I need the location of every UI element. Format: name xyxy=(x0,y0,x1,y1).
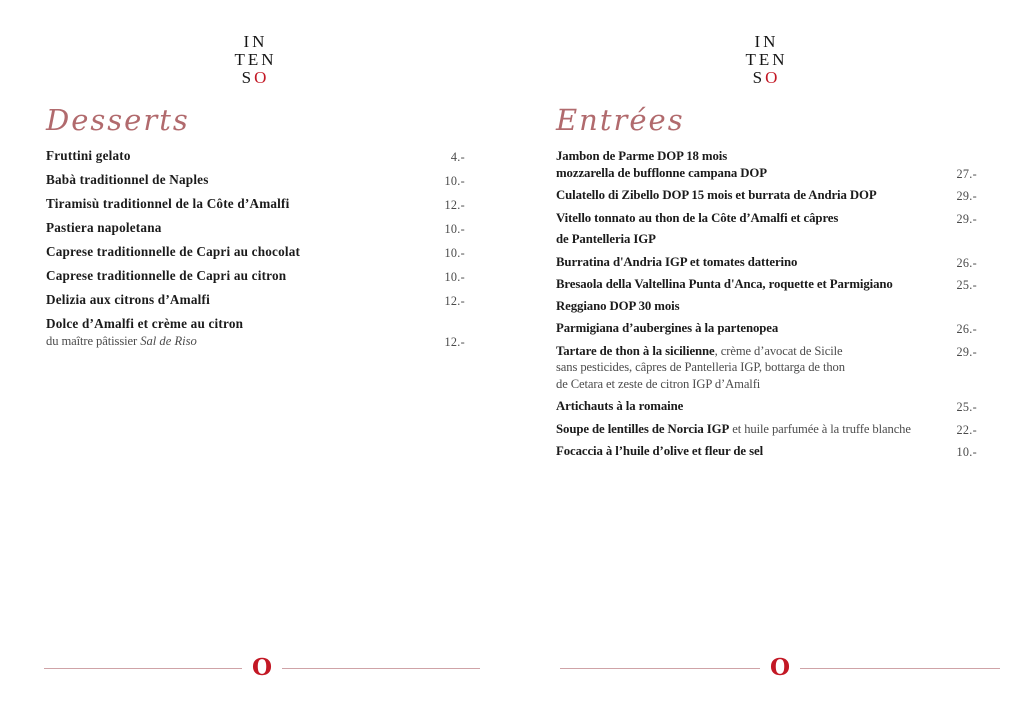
menu-item-line xyxy=(556,343,977,360)
menu-item xyxy=(46,316,465,349)
menu-item-text: Dolce d’Amalfi et crème au citron xyxy=(46,316,244,331)
menu-item-line xyxy=(556,359,977,376)
menu-item-text: Vitello tonnato au thon de la Côte d’Amalfi et câpres xyxy=(556,210,839,225)
menu-item-price: 12.- xyxy=(439,293,466,310)
menu-item-line xyxy=(46,316,465,333)
brand-logo-line: IN xyxy=(754,32,779,51)
footer-ornament xyxy=(560,655,1000,681)
menu-item-price: 29.- xyxy=(951,344,978,361)
menu-item-line xyxy=(46,220,465,237)
brand-logo-line: SO xyxy=(241,68,270,87)
menu-item-line xyxy=(556,376,977,393)
brand-logo-line: TEN xyxy=(234,50,277,69)
menu-item-price: 12.- xyxy=(439,334,466,351)
brand-logo-line: IN xyxy=(243,32,268,51)
menu-item-line xyxy=(556,443,977,460)
menu-item-line xyxy=(556,320,977,337)
menu-page-desserts xyxy=(46,0,465,357)
menu-item xyxy=(556,421,977,438)
menu-item-line xyxy=(46,268,465,285)
menu-item-text: Tiramisù traditionnel de la Côte d’Amalfi xyxy=(46,196,290,211)
menu-item-text: du maître pâtissier Sal de Riso xyxy=(46,333,197,348)
menu-item xyxy=(556,148,977,181)
brand-logo-accent: O xyxy=(765,68,781,87)
menu-item-text: Jambon de Parme DOP 18 mois xyxy=(556,149,728,163)
menu-item xyxy=(46,292,465,309)
menu-section-heading: Entrées xyxy=(556,103,685,137)
menu-item-price: 29.- xyxy=(951,188,978,205)
footer-rule xyxy=(560,668,760,669)
footer-ornament xyxy=(44,655,480,681)
menu-item xyxy=(46,244,465,261)
menu-item-price: 29.- xyxy=(951,211,978,228)
menu-item-line xyxy=(46,148,465,165)
menu-item-price: 10.- xyxy=(439,173,466,190)
menu-item xyxy=(556,443,977,460)
menu-item-line xyxy=(556,421,977,438)
menu-item-line xyxy=(556,210,977,227)
menu-item-line xyxy=(556,148,977,165)
brand-logo-line: TEN xyxy=(745,50,788,69)
menu-item-text: Tartare de thon à la sicilienne, crème d’avocat de Sicile xyxy=(556,343,843,358)
menu-item-line xyxy=(556,298,977,315)
menu-item xyxy=(46,196,465,213)
menu-section-heading: Desserts xyxy=(46,103,190,137)
menu-item xyxy=(46,148,465,165)
menu-item-price: 4.- xyxy=(445,149,465,166)
brand-logo-line: SO xyxy=(752,68,781,87)
menu-item-text: Caprese traditionnelle de Capri au citron xyxy=(46,268,287,283)
menu-item-text: Bresaola della Valtellina Punta d'Anca, roquette et Parmigiano xyxy=(556,277,893,291)
menu-item xyxy=(556,343,977,393)
menu-item-text: Delizia aux citrons d’Amalfi xyxy=(46,292,210,307)
footer-rule xyxy=(44,668,242,669)
menu-item-text: Babà traditionnel de Naples xyxy=(46,172,209,187)
menu-item-line xyxy=(556,187,977,204)
menu-item-line xyxy=(46,172,465,189)
menu-item-line xyxy=(556,398,977,415)
menu-item xyxy=(46,268,465,285)
brand-logo xyxy=(556,0,977,87)
menu-item-line xyxy=(46,244,465,261)
menu-item-text: Pastiera napoletana xyxy=(46,220,162,235)
menu-item xyxy=(556,276,977,314)
menu-item-text: mozzarella de bufflonne campana DOP xyxy=(556,165,767,180)
menu-item-text: Parmigiana d’aubergines à la partenopea xyxy=(556,321,779,335)
menu-page-entrees xyxy=(556,0,977,466)
menu-item xyxy=(556,398,977,415)
brand-logo xyxy=(46,0,465,87)
menu-item-line xyxy=(556,165,977,182)
menu-item xyxy=(556,320,977,337)
ornament-o: O xyxy=(251,654,273,681)
menu-item-text: Culatello di Zibello DOP 15 mois et burrata de Andria DOP xyxy=(556,188,877,202)
menu-item xyxy=(556,254,977,271)
menu-item-price: 25.- xyxy=(951,399,978,416)
menu-items xyxy=(556,148,977,460)
menu-item-text: Reggiano DOP 30 mois xyxy=(556,298,680,313)
menu-item-price: 26.- xyxy=(951,255,978,272)
menu-item-price: 12.- xyxy=(439,197,466,214)
menu-item-text: Soupe de lentilles de Norcia IGP et huile parfumée à la truffe blanche xyxy=(556,421,911,436)
menu-item-price: 10.- xyxy=(951,444,978,461)
footer-rule xyxy=(282,668,480,669)
menu-items xyxy=(46,148,465,349)
menu-item-text: sans pesticides, câpres de Pantelleria IGP, bottarga de thon xyxy=(556,360,845,374)
menu-item-price: 26.- xyxy=(951,321,978,338)
menu-item-line xyxy=(46,292,465,309)
menu-item-text: de Cetara et zeste de citron IGP d’Amalfi xyxy=(556,376,761,391)
menu-item-line xyxy=(556,276,977,293)
brand-logo-accent: O xyxy=(254,68,270,87)
menu-item-price: 27.- xyxy=(951,166,978,183)
menu-item-line xyxy=(46,333,465,350)
footer-rule xyxy=(800,668,1000,669)
menu-item-price: 10.- xyxy=(439,245,466,262)
menu-item xyxy=(46,172,465,189)
menu-item-text: Caprese traditionnelle de Capri au chocolat xyxy=(46,244,301,259)
menu-item xyxy=(556,210,977,248)
menu-item xyxy=(46,220,465,237)
menu-item xyxy=(556,187,977,204)
menu-item-line xyxy=(556,231,977,248)
menu-item-line xyxy=(46,196,465,213)
menu-item-text: Fruttini gelato xyxy=(46,148,131,163)
menu-item-text: de Pantelleria IGP xyxy=(556,232,656,246)
menu-item-price: 10.- xyxy=(439,269,466,286)
menu-item-text: Focaccia à l’huile d’olive et fleur de sel xyxy=(556,444,764,458)
menu-item-text: Artichauts à la romaine xyxy=(556,399,684,413)
menu-item-price: 10.- xyxy=(439,221,466,238)
menu-item-price: 25.- xyxy=(951,277,978,294)
ornament-o: O xyxy=(769,654,791,681)
menu-item-line xyxy=(556,254,977,271)
menu-item-text: Burratina d'Andria IGP et tomates datterino xyxy=(556,254,798,269)
menu-item-price: 22.- xyxy=(951,422,978,439)
